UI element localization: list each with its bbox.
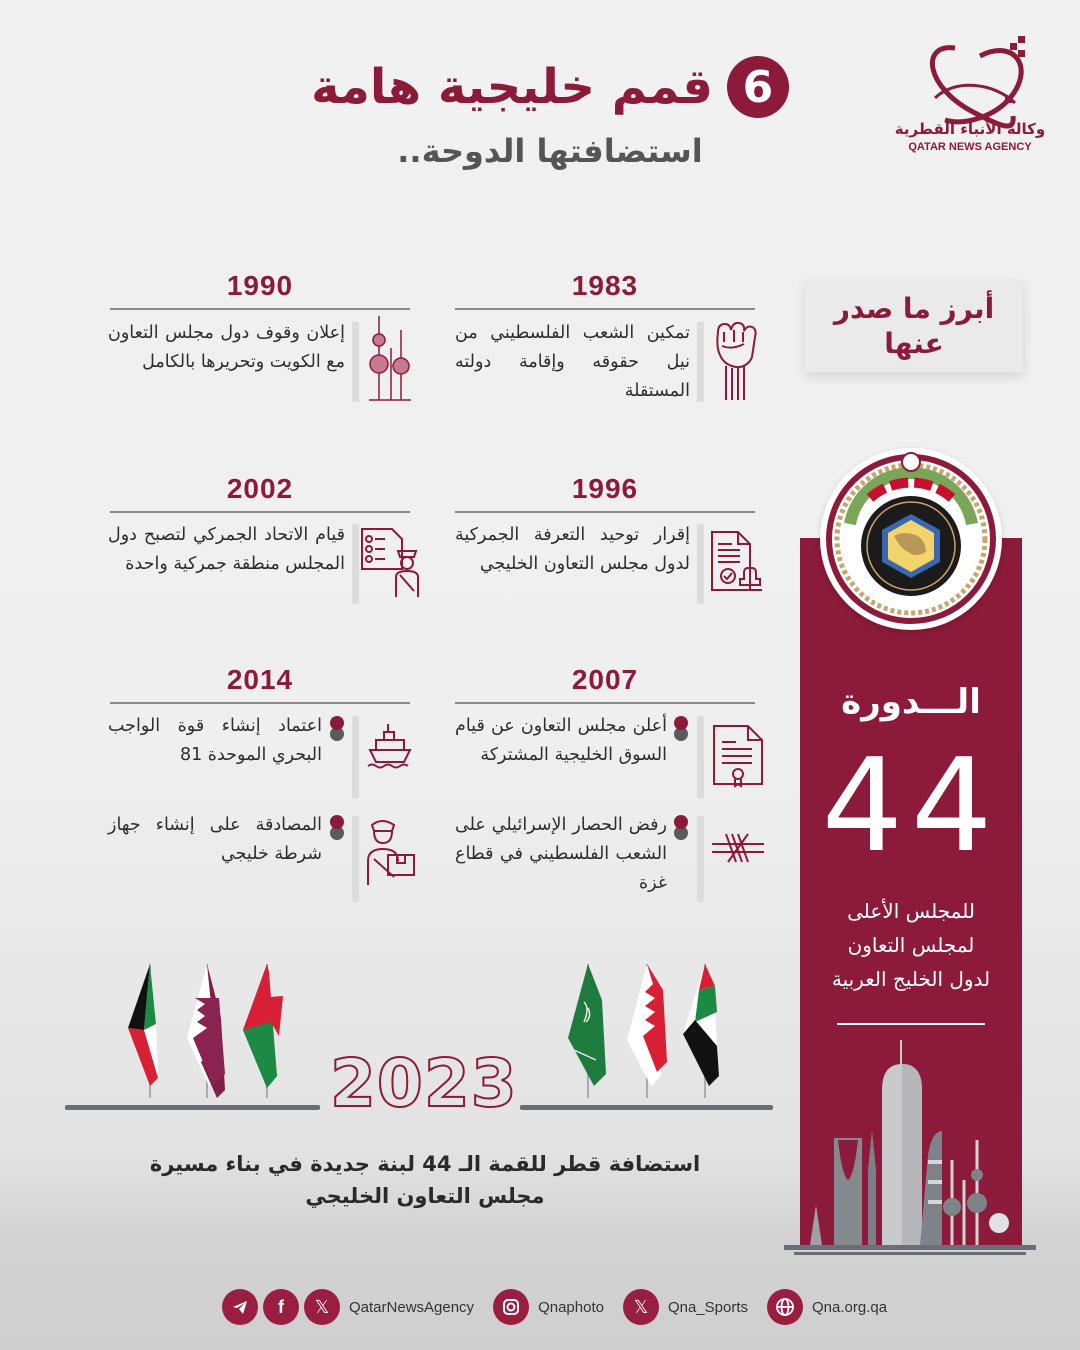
bullet-icon xyxy=(674,815,688,841)
gcc-summit-emblem xyxy=(820,448,1002,630)
highlights-label-line1: أبرز ما صدر xyxy=(833,292,995,325)
x-icon[interactable]: 𝕏 xyxy=(623,1289,659,1325)
bullet-icon xyxy=(674,716,688,742)
x-icon[interactable]: 𝕏 xyxy=(304,1289,340,1325)
summit-2014-text-2: المصادقة على إنشاء جهاز شرطة خليجي xyxy=(108,815,322,864)
ship-icon xyxy=(366,722,414,770)
divider xyxy=(455,308,755,310)
bullet-icon xyxy=(330,815,344,841)
bullet-icon xyxy=(330,716,344,742)
document-stamp-icon xyxy=(708,528,764,598)
divider xyxy=(110,308,410,310)
flags-kuwait-qatar-oman xyxy=(110,958,300,1108)
globe-icon[interactable] xyxy=(767,1289,803,1325)
social-link-website[interactable]: Qna.org.qa xyxy=(812,1298,888,1316)
year-2007: 2007 xyxy=(571,664,639,695)
vertical-bar xyxy=(697,816,704,902)
council-line-1: للمجلس الأعلى xyxy=(847,899,975,923)
telegram-icon[interactable] xyxy=(222,1289,258,1325)
summit-count-badge: 6 xyxy=(727,56,789,118)
council-line-2: لمجلس التعاون xyxy=(847,933,975,957)
closing-statement xyxy=(120,1148,730,1212)
page-title xyxy=(290,52,810,122)
vertical-bar xyxy=(352,524,359,604)
page-subtitle: استضافتها الدوحة.. xyxy=(397,132,703,170)
police-officer-icon xyxy=(364,815,418,887)
certificate-document-icon xyxy=(710,722,766,790)
logo-name-en: QATAR NEWS AGENCY xyxy=(908,141,1032,153)
vertical-bar xyxy=(697,322,704,402)
barbed-wire-icon xyxy=(710,830,766,866)
social-link-qatarnewsagency[interactable]: QatarNewsAgency xyxy=(349,1298,475,1316)
flag-shelf-left xyxy=(65,1105,320,1110)
social-link-qna-sports[interactable]: Qna_Sports xyxy=(667,1298,748,1316)
divider xyxy=(455,702,755,704)
gcc-emblem-icon xyxy=(820,448,1002,630)
highlights-label-line2: عنها xyxy=(884,327,944,360)
summit-1996-text: إقرار توحيد التعرفة الجمركية لدول مجلس التعاون الخليجي xyxy=(455,525,690,574)
summit-2007-text-1: أعلن مجلس التعاون عن قيام السوق الخليجية المشتركة xyxy=(455,716,667,765)
council-name xyxy=(800,894,1022,996)
year-1983: 1983 xyxy=(571,270,639,301)
vertical-bar xyxy=(352,816,359,902)
summit-2007-text-2: رفض الحصار الإسرائيلي على الشعب الفلسطيني في قطاع غزة xyxy=(455,815,667,893)
facebook-icon[interactable]: f xyxy=(263,1289,299,1325)
summit-2014-text-1: اعتماد إنشاء قوة الواجب البحري الموحدة 81 xyxy=(108,716,322,765)
closing-line-2: مجلس التعاون الخليجي xyxy=(305,1184,545,1208)
closing-line-1: استضافة قطر للقمة الـ 44 لبنة جديدة في بناء مسيرة xyxy=(149,1152,701,1176)
kuwait-towers-icon xyxy=(365,314,415,404)
vertical-bar xyxy=(352,716,359,798)
social-footer xyxy=(222,1288,901,1326)
summit-2002-text: قيام الاتحاد الجمركي لتصبح دول المجلس منطقة جمركية واحدة xyxy=(108,525,345,574)
flag-shelf-right xyxy=(520,1105,773,1110)
highlights-label xyxy=(805,280,1023,372)
social-link-qnaphoto[interactable]: Qnaphoto xyxy=(538,1298,604,1316)
title-text: قمم خليجية هامة xyxy=(311,59,713,115)
raised-fist-icon xyxy=(710,320,760,402)
year-2002: 2002 xyxy=(226,473,294,504)
vertical-bar xyxy=(697,524,704,604)
summit-1990-text: إعلان وقوف دول مجلس التعاون مع الكويت وتحريرها بالكامل xyxy=(108,323,345,372)
session-label: الـــدورة xyxy=(841,682,981,722)
instagram-icon[interactable] xyxy=(493,1289,529,1325)
divider xyxy=(110,702,410,704)
council-line-3: لدول الخليج العربية xyxy=(831,967,991,991)
vertical-bar xyxy=(697,716,704,798)
year-1996: 1996 xyxy=(571,473,639,504)
banner-divider xyxy=(837,1023,985,1025)
gulf-skyline-icon xyxy=(780,1040,1040,1255)
summit-year-2023: 2023 xyxy=(330,1045,518,1122)
year-2014: 2014 xyxy=(226,664,294,695)
customs-officer-checklist-icon xyxy=(360,525,422,601)
vertical-bar xyxy=(352,322,359,402)
year-1990: 1990 xyxy=(226,270,294,301)
logo-name-ar: وكالة الأنباء القطرية xyxy=(894,120,1046,138)
flags-saudi-bahrain-uae xyxy=(560,958,750,1108)
summit-1983-text: تمكين الشعب الفلسطيني من نيل حقوقه وإقامة دولته المستقلة xyxy=(455,323,690,401)
session-number: 44 xyxy=(821,732,1001,881)
divider xyxy=(110,511,410,513)
divider xyxy=(455,511,755,513)
